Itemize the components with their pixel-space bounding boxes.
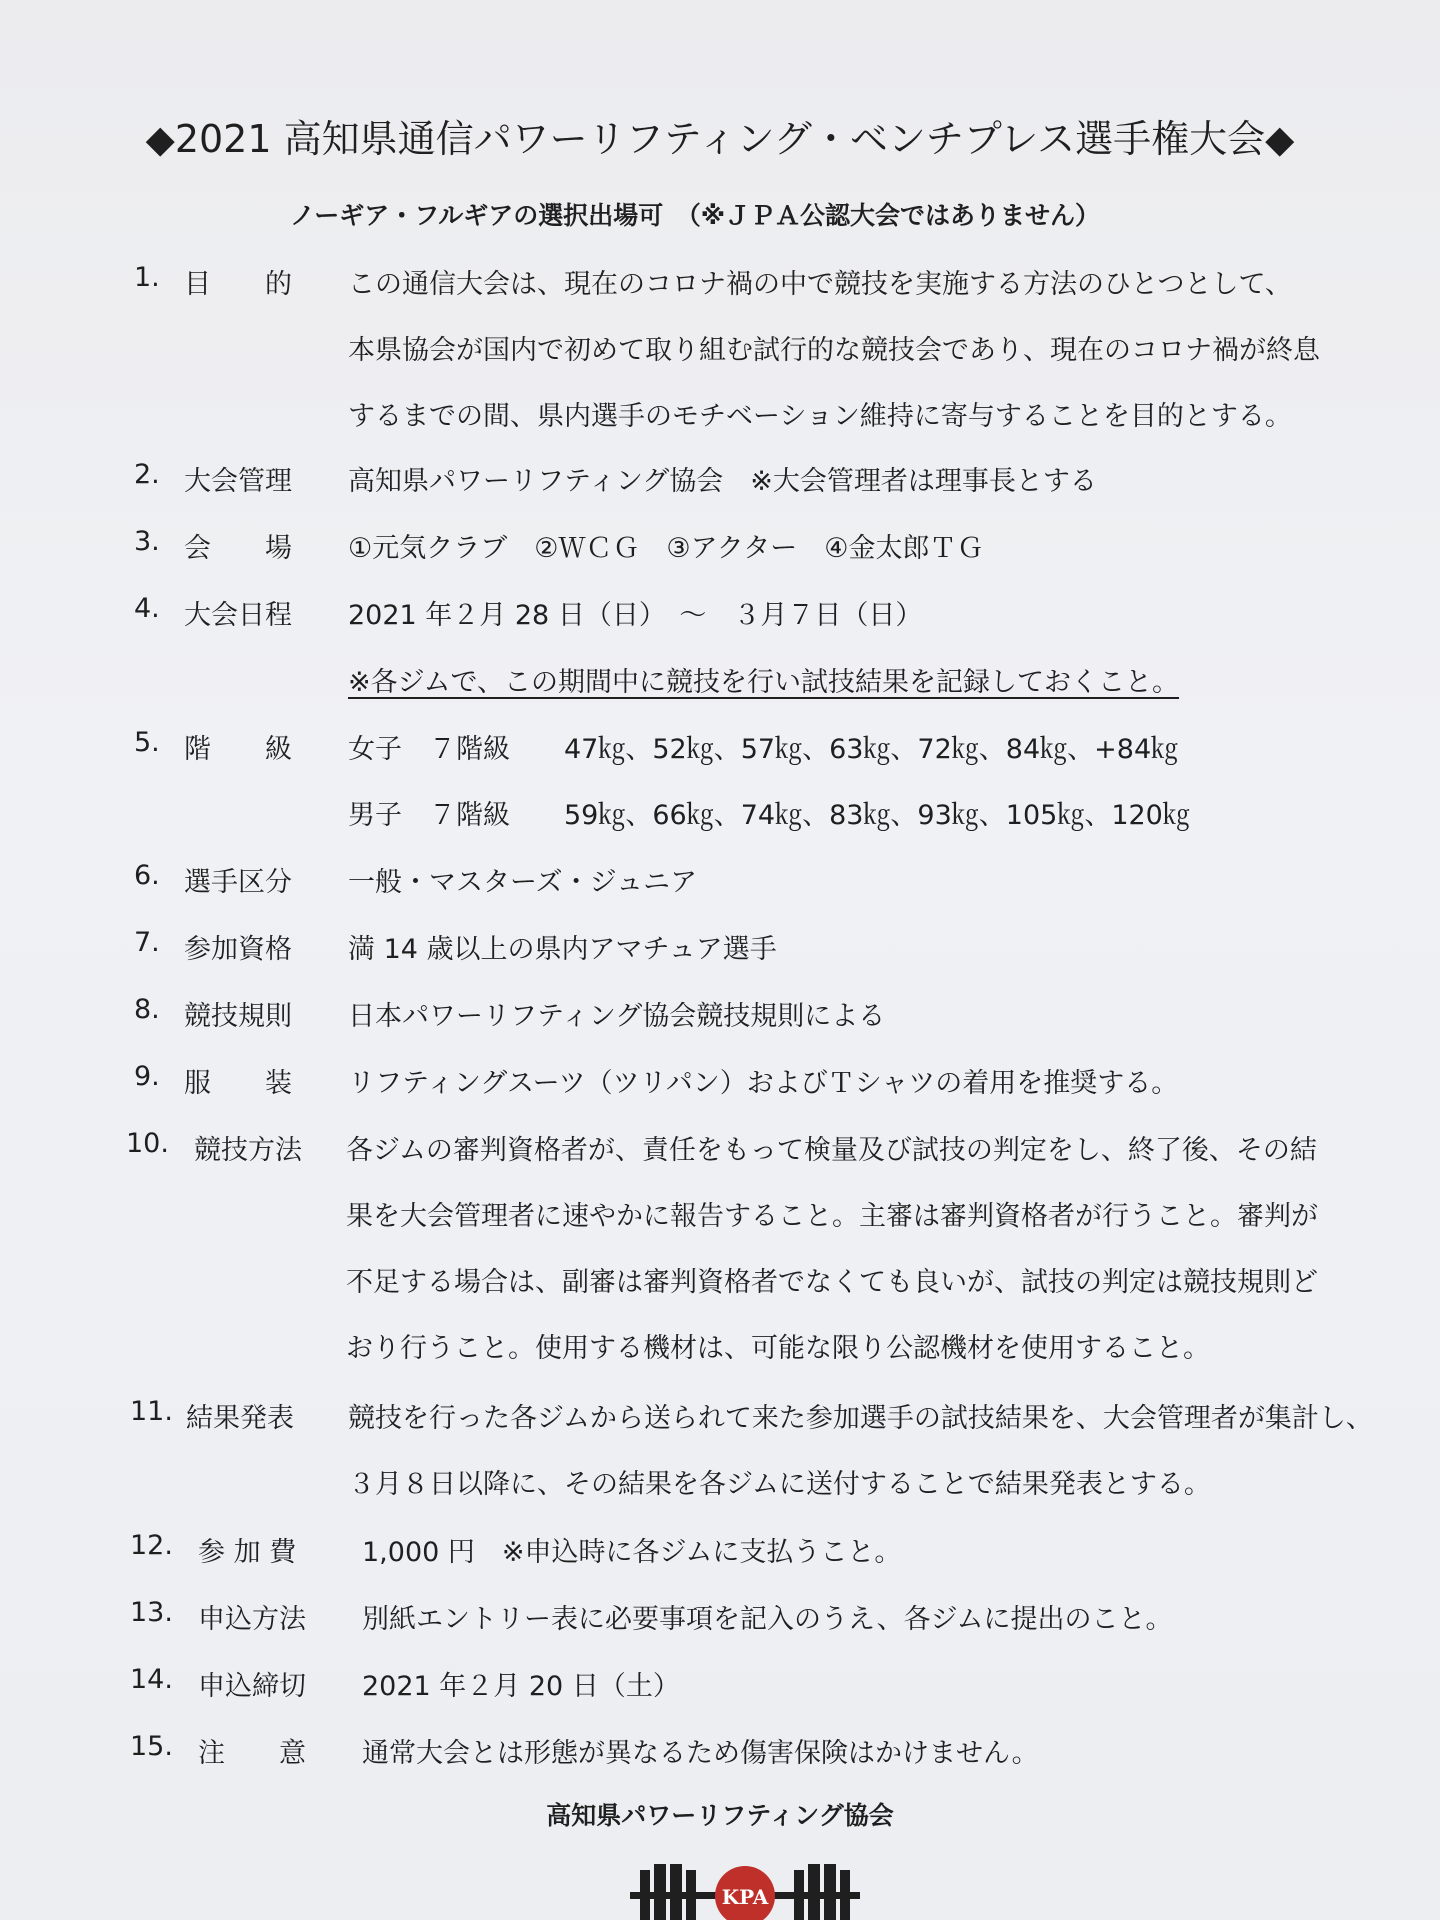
item-label: 服 装 <box>184 1068 292 1099</box>
item-label: 申込方法 <box>198 1604 306 1635</box>
item-text-line: 一般・マスターズ・ジュニア <box>348 867 698 898</box>
item-text-line: 通常大会とは形態が異なるため傷害保険はかけません。 <box>362 1738 1039 1769</box>
item-label: 競技規則 <box>184 1001 292 1032</box>
item-text-line: 1,000 円 ※申込時に各ジムに支払うこと。 <box>362 1537 902 1568</box>
item-label: 会 場 <box>184 533 292 564</box>
item-text-line: リフティングスーツ（ツリパン）およびＴシャツの着用を推奨する。 <box>348 1068 1179 1099</box>
item-text-line: ３月８日以降に、その結果を各ジムに送付することで結果発表とする。 <box>348 1469 1211 1500</box>
page-title: ◆2021 高知県通信パワーリフティング・ベンチプレス選手権大会◆ <box>145 117 1295 161</box>
item-text-line: 2021 年２月 20 日（土） <box>362 1671 680 1702</box>
item-label: 目 的 <box>184 269 292 300</box>
item-label: 参 加 費 <box>198 1537 297 1568</box>
item-label: 申込締切 <box>198 1671 306 1702</box>
item-label: 競技方法 <box>194 1135 302 1166</box>
item-label: 結果発表 <box>186 1403 294 1434</box>
item-number: 5. <box>134 727 160 758</box>
item-label: 階 級 <box>184 734 292 765</box>
item-number: 11. <box>130 1396 173 1427</box>
item-text-line: 各ジムの審判資格者が、責任をもって検量及び試技の判定をし、終了後、その結 <box>346 1135 1317 1166</box>
item-number: 3. <box>134 526 160 557</box>
item-label: 注 意 <box>198 1738 306 1769</box>
item-text-line: 果を大会管理者に速やかに報告すること。主審は審判資格者が行うこと。審判が <box>346 1201 1318 1232</box>
subtitle: ノーギア・フルギアの選択出場可 （※ＪＰＡ公認大会ではありません） <box>290 201 1101 230</box>
item-label: 大会日程 <box>184 600 292 631</box>
item-number: 10. <box>126 1128 169 1159</box>
organization-name: 高知県パワーリフティング協会 <box>546 1801 894 1830</box>
item-number: 14. <box>130 1664 173 1695</box>
item-text-line: 女子 ７階級 47㎏、52㎏、57㎏、63㎏、72㎏、84㎏、+84㎏ <box>348 734 1179 765</box>
item-number: 9. <box>134 1061 160 1092</box>
item-text-line: 高知県パワーリフティング協会 ※大会管理者は理事長とする <box>348 466 1097 497</box>
item-text-line: するまでの間、県内選手のモチベーション維持に寄与することを目的とする。 <box>348 401 1292 432</box>
item-number: 7. <box>134 927 160 958</box>
item-text-line: 競技を行った各ジムから送られて来た参加選手の試技結果を、大会管理者が集計し、 <box>348 1403 1373 1434</box>
item-label: 参加資格 <box>184 934 292 965</box>
item-number: 12. <box>130 1530 173 1561</box>
item-text-line: 2021 年２月 28 日（日） ～ ３月７日（日） <box>348 600 923 631</box>
item-number: 1. <box>134 262 160 293</box>
item-number: 8. <box>134 994 160 1025</box>
item-text-line: おり行うこと。使用する機材は、可能な限り公認機材を使用すること。 <box>346 1333 1210 1364</box>
item-text-line: 不足する場合は、副審は審判資格者でなくても良いが、試技の判定は競技規則ど <box>346 1267 1318 1298</box>
item-number: 4. <box>134 593 160 624</box>
item-text-line: 満 14 歳以上の県内アマチュア選手 <box>348 934 777 965</box>
logo-text: KPA <box>721 1885 769 1909</box>
item-number: 2. <box>134 459 160 490</box>
item-text-line: 本県協会が国内で初めて取り組む試行的な競技会であり、現在のコロナ禍が終息 <box>348 335 1320 366</box>
item-number: 13. <box>130 1597 173 1628</box>
item-number: 6. <box>134 860 160 891</box>
item-text-line: 別紙エントリー表に必要事項を記入のうえ、各ジムに提出のこと。 <box>362 1604 1173 1635</box>
item-label: 大会管理 <box>184 466 292 497</box>
item-text-line: ①元気クラブ ②ＷＣＧ ③アクター ④金太郎ＴＧ <box>348 533 984 564</box>
item-number: 15. <box>130 1731 173 1762</box>
item-text-line: 男子 ７階級 59㎏、66㎏、74㎏、83㎏、93㎏、105㎏、120㎏ <box>348 800 1190 831</box>
item-text-line: 日本パワーリフティング協会競技規則による <box>348 1001 886 1032</box>
item-text-line: この通信大会は、現在のコロナ禍の中で競技を実施する方法のひとつとして、 <box>348 269 1292 300</box>
item-label: 選手区分 <box>184 867 292 898</box>
kpa-barbell-logo-icon <box>630 1856 860 1920</box>
item-note-underlined: ※各ジムで、この期間中に競技を行い試技結果を記録しておくこと。 <box>348 667 1180 698</box>
